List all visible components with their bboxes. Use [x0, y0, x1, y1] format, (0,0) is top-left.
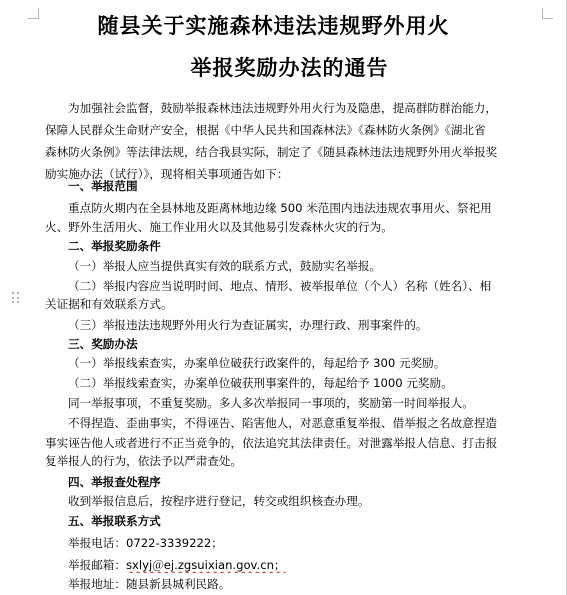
intro-line: 保障人民群众生命财产安全，根据《中华人民共和国森林法》《森林防火条例》《湖北省 — [45, 123, 486, 137]
section-body-line: （三）举报违法违规野外用火行为查证属实，办理行政、刑事案件的。 — [68, 318, 428, 332]
section-body-line: 事实诬告他人或者进行不正当竞争的，依法追究其法律责任。对泄露举报人信息、打击报 — [45, 436, 498, 450]
document-title-line-2: 举报奖励办法的通告 — [190, 55, 389, 80]
section-heading-rewards: 三、奖励办法 — [68, 337, 138, 351]
section-heading-scope: 一、举报范围 — [68, 179, 138, 193]
contact-address-value: 随县新县城利民路。 — [125, 577, 231, 591]
section-body-line: 火、野外生活用火、施工作业用火以及其他易引发森林火灾的行为。 — [45, 220, 393, 234]
section-heading-contact: 五、举报联系方式 — [68, 514, 161, 528]
intro-line: 为加强社会监督，鼓励举报森林违法违规野外用火行为及隐患，提高群防群治能力， — [68, 101, 497, 115]
contact-address-label: 举报地址： — [68, 577, 126, 591]
drag-handle-icon[interactable] — [12, 292, 20, 304]
contact-phone-label: 举报电话： — [68, 536, 126, 550]
contact-address — [68, 576, 550, 592]
document-title-line-1: 随县关于实施森林违法违规野外用火 — [97, 13, 450, 38]
section-body-line: （二）举报内容应当说明时间、地点、情形、被举报单位（个人）名称（姓名）、相 — [68, 279, 492, 293]
contact-email-label: 举报邮箱： — [68, 558, 126, 572]
section-heading-procedure: 四、举报查处程序 — [68, 475, 161, 489]
contact-email — [68, 557, 550, 573]
section-body-line: 收到举报信息后，按程序进行登记，转交或组织核查办理。 — [68, 494, 370, 508]
section-body-line: （一）举报人应当提供真实有效的联系方式，鼓励实名举报。 — [68, 259, 382, 273]
section-body-line: 重点防火期内在全县林地及距离林地边缘 500 米范围内违法违规农事用火、祭祀用 — [68, 201, 492, 215]
contact-email-link[interactable]: sxlyj＠ej.zgsuixian.gov.cn； — [125, 558, 286, 572]
section-body-line: 关证据和有效联系方式。 — [45, 297, 173, 311]
section-heading-conditions: 二、举报奖励条件 — [68, 239, 161, 253]
section-body-line: （一）举报线索查实，办案单位破获行政案件的，每起给予 300 元奖励。 — [68, 356, 446, 370]
section-body-line: 复举报人的行为，依法予以严肃查处。 — [45, 454, 243, 468]
section-body-line: 不得捏造、歪曲事实，不得诬告、陷害他人，对恶意重复举报、借举报之名故意捏造 — [68, 416, 497, 430]
intro-line: 励实施办法（试行）》，现将相关事项通告如下： — [45, 167, 289, 181]
contact-phone — [68, 535, 550, 551]
contact-phone-value: 0722-3339222； — [125, 536, 223, 550]
intro-line: 森林防火条例》等法律法规，结合我县实际，制定了《随县森林违法违规野外用火举报奖 — [45, 145, 498, 159]
section-body-line: 同一举报事项，不重复奖励。多人多次举报同一事项的，奖励第一时间举报人。 — [68, 396, 474, 410]
section-body-line: （二）举报线索查实，办案单位破获刑事案件的，每起给予 1000 元奖励。 — [68, 376, 453, 390]
